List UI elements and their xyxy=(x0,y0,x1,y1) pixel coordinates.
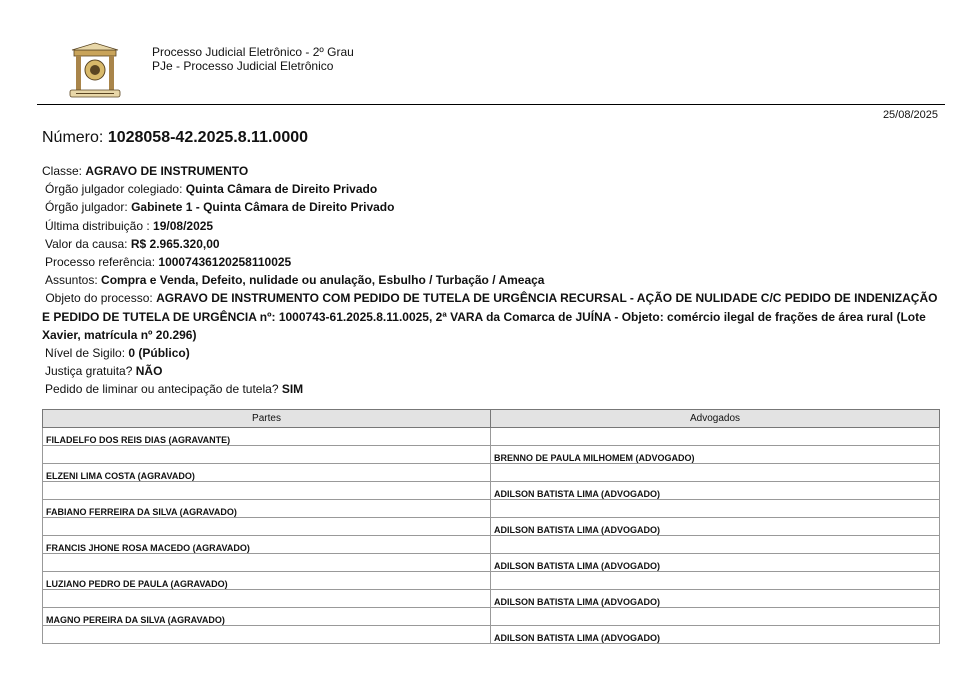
field-orgao-julgador xyxy=(42,198,942,216)
party-cell xyxy=(43,590,491,608)
parties-table xyxy=(42,409,940,644)
system-title-line1: Processo Judicial Eletrônico - 2º Grau xyxy=(152,45,354,59)
field-classe xyxy=(42,162,942,180)
party-cell: FRANCIS JHONE ROSA MACEDO (AGRAVADO) xyxy=(43,536,491,554)
field-orgao-colegiado-label: Órgão julgador colegiado: xyxy=(45,182,183,197)
field-liminar-label: Pedido de liminar ou antecipação de tutela? xyxy=(45,382,279,397)
field-justica-gratuita-value: NÃO xyxy=(135,364,163,379)
table-row xyxy=(43,608,940,626)
header-divider xyxy=(37,104,945,105)
field-sigilo-value: 0 (Público) xyxy=(128,346,190,361)
lawyer-cell xyxy=(491,428,940,446)
lawyer-cell: ADILSON BATISTA LIMA (ADVOGADO) xyxy=(491,626,940,644)
field-objeto-value: AGRAVO DE INSTRUMENTO COM PEDIDO DE TUTELA DE URGÊNCIA RECURSAL - AÇÃO DE NULIDADE C/C PEDIDO DE INDENIZAÇÃO E PEDIDO DE TUTELA DE URGÊNCIA nº: 1000743-61.2025.8.11.0025, 2ª VARA da Comarca de JUÍNA - Objeto: comércio ilegal de frações de área rural (Lote Xavier, matrícula nº 20.296) xyxy=(42,291,938,342)
lawyer-cell: ADILSON BATISTA LIMA (ADVOGADO) xyxy=(491,518,940,536)
field-justica-gratuita-label: Justiça gratuita? xyxy=(45,364,133,379)
table-row xyxy=(43,572,940,590)
process-number-value: 1028058-42.2025.8.11.0000 xyxy=(107,129,309,146)
table-row xyxy=(43,464,940,482)
field-sigilo-label: Nível de Sigilo: xyxy=(45,346,126,361)
party-cell xyxy=(43,446,491,464)
party-cell xyxy=(43,482,491,500)
table-row xyxy=(43,500,940,518)
lawyer-cell xyxy=(491,536,940,554)
document-header xyxy=(0,0,980,106)
field-sigilo xyxy=(42,344,942,362)
lawyer-cell xyxy=(491,464,940,482)
table-row xyxy=(43,590,940,608)
party-cell xyxy=(43,554,491,572)
field-ultima-distribuicao-label: Última distribuição : xyxy=(45,218,150,233)
parties-table-header xyxy=(43,410,940,428)
field-processo-referencia-value: 10007436120258110025 xyxy=(158,255,292,270)
field-valor-causa xyxy=(42,235,942,253)
process-details xyxy=(42,162,942,399)
field-orgao-colegiado xyxy=(42,180,942,198)
field-classe-label: Classe: xyxy=(42,164,83,178)
lawyer-cell xyxy=(491,608,940,626)
lawyer-cell: ADILSON BATISTA LIMA (ADVOGADO) xyxy=(491,482,940,500)
lawyer-cell: BRENNO DE PAULA MILHOMEM (ADVOGADO) xyxy=(491,446,940,464)
field-justica-gratuita xyxy=(42,362,942,380)
party-cell: FILADELFO DOS REIS DIAS (AGRAVANTE) xyxy=(43,428,491,446)
table-row xyxy=(43,518,940,536)
party-cell: FABIANO FERREIRA DA SILVA (AGRAVADO) xyxy=(43,500,491,518)
table-row xyxy=(43,428,940,446)
party-cell: LUZIANO PEDRO DE PAULA (AGRAVADO) xyxy=(43,572,491,590)
table-row xyxy=(43,626,940,644)
lawyer-cell xyxy=(491,500,940,518)
field-ultima-distribuicao-value: 19/08/2025 xyxy=(153,218,214,233)
field-orgao-julgador-label: Órgão julgador: xyxy=(45,200,128,215)
party-cell xyxy=(43,518,491,536)
system-title-line2: PJe - Processo Judicial Eletrônico xyxy=(152,59,334,73)
table-row xyxy=(43,554,940,572)
field-assuntos-label: Assuntos: xyxy=(45,273,98,288)
table-row xyxy=(43,536,940,554)
field-processo-referencia xyxy=(42,253,942,271)
document-date: 25/08/2025 xyxy=(882,109,938,121)
field-valor-causa-label: Valor da causa: xyxy=(45,236,128,251)
field-objeto xyxy=(42,289,942,344)
field-orgao-colegiado-value: Quinta Câmara de Direito Privado xyxy=(185,182,378,197)
field-valor-causa-value: R$ 2.965.320,00 xyxy=(130,236,220,251)
field-orgao-julgador-value: Gabinete 1 - Quinta Câmara de Direito Privado xyxy=(131,200,395,215)
field-assuntos xyxy=(42,271,942,289)
party-cell: ELZENI LIMA COSTA (AGRAVADO) xyxy=(43,464,491,482)
lawyer-cell: ADILSON BATISTA LIMA (ADVOGADO) xyxy=(491,590,940,608)
field-classe-value: AGRAVO DE INSTRUMENTO xyxy=(85,164,249,178)
process-number xyxy=(42,129,308,147)
field-processo-referencia-label: Processo referência: xyxy=(45,255,156,270)
system-title xyxy=(152,45,354,73)
party-cell: MAGNO PEREIRA DA SILVA (AGRAVADO) xyxy=(43,608,491,626)
party-cell xyxy=(43,626,491,644)
court-seal-logo xyxy=(66,42,124,100)
column-header-advogados: Advogados xyxy=(491,410,940,428)
field-liminar-value: SIM xyxy=(281,382,304,397)
lawyer-cell xyxy=(491,572,940,590)
column-header-partes: Partes xyxy=(43,410,491,428)
field-assuntos-value: Compra e Venda, Defeito, nulidade ou anulação, Esbulho / Turbação / Ameaça xyxy=(101,273,545,288)
field-liminar xyxy=(42,380,942,398)
table-row xyxy=(43,446,940,464)
table-row xyxy=(43,482,940,500)
field-ultima-distribuicao xyxy=(42,217,942,235)
field-objeto-label: Objeto do processo: xyxy=(45,291,153,306)
lawyer-cell: ADILSON BATISTA LIMA (ADVOGADO) xyxy=(491,554,940,572)
process-number-label: Número: xyxy=(42,129,104,146)
